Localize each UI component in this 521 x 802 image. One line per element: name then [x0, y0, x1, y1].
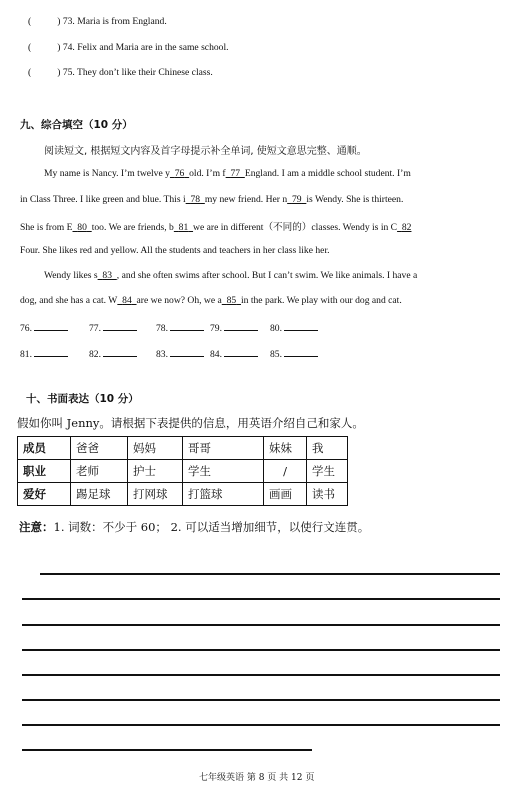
writing-line[interactable] — [22, 724, 500, 726]
table-cell: 读书 — [307, 483, 348, 506]
passage-line: Wendy likes s 83 , and she often swims after school. But I can’t swim. We like animals. I have a — [44, 270, 418, 281]
answer-blank-82[interactable]: 82. — [89, 346, 137, 360]
table-row — [18, 483, 348, 506]
table-cell: 学生 — [183, 460, 264, 483]
answer-blank-80[interactable]: 80. — [270, 320, 318, 334]
answer-blank-78[interactable]: 78. — [156, 320, 204, 334]
table-cell: 妹妹 — [264, 437, 307, 460]
table-cell: 画画 — [264, 483, 307, 506]
info-table — [17, 436, 348, 506]
answer-blank-79[interactable]: 79. — [210, 320, 258, 334]
answer-blank-85[interactable]: 85. — [270, 346, 318, 360]
writing-line[interactable] — [22, 598, 500, 600]
table-cell: 护士 — [128, 460, 183, 483]
answer-blank-81[interactable]: 81. — [20, 346, 68, 360]
table-cell: 职业 — [18, 460, 71, 483]
section9-title: 九、综合填空（10 分） — [20, 119, 133, 131]
table-cell: / — [264, 460, 307, 483]
answer-blank-77[interactable]: 77. — [89, 320, 137, 334]
table-cell: 爱好 — [18, 483, 71, 506]
table-row — [18, 437, 348, 460]
answer-blank-83[interactable]: 83. — [156, 346, 204, 360]
page-footer: 七年级英语 第 8 页 共 12 页 — [199, 773, 315, 783]
table-row — [18, 460, 348, 483]
judge-item: ( ) 75. They don’t like their Chinese class. — [28, 67, 213, 78]
passage-line: Four. She likes red and yellow. All the students and teachers in her class like her. — [20, 245, 330, 256]
passage-line: in Class Three. I like green and blue. This i 78 my new friend. Her n 79 is Wendy. She is thirteen. — [20, 194, 404, 205]
answer-blank-84[interactable]: 84. — [210, 346, 258, 360]
writing-line[interactable] — [40, 573, 500, 575]
table-cell: 哥哥 — [183, 437, 264, 460]
section10-title: 十、书面表达（10 分） — [26, 393, 139, 405]
table-cell: 学生 — [307, 460, 348, 483]
note: 注意：1. 词数：不少于 60； 2. 可以适当增加细节，以使行文连贯。 — [19, 520, 370, 534]
passage-line: dog, and she has a cat. W 84 are we now? Oh, we a 85 in the park. We play with our dog and cat. — [20, 295, 402, 306]
answer-blank-76[interactable]: 76. — [20, 320, 68, 334]
passage-line: My name is Nancy. I’m twelve y 76 old. I’m f 77 England. I am a middle school student. I’m — [44, 168, 411, 179]
table-cell: 妈妈 — [128, 437, 183, 460]
passage-line: She is from E 80 too. We are friends, b 81 we are in different（不同的）classes. Wendy is in C 82 — [20, 222, 412, 233]
writing-line[interactable] — [22, 749, 312, 751]
judge-item: ( ) 74. Felix and Maria are in the same school. — [28, 42, 229, 53]
writing-line[interactable] — [22, 624, 500, 626]
table-cell: 打篮球 — [183, 483, 264, 506]
writing-line[interactable] — [22, 674, 500, 676]
writing-line[interactable] — [22, 649, 500, 651]
section9-instruction: 阅读短文, 根据短文内容及首字母提示补全单词, 使短文意思完整、通顺。 — [44, 146, 367, 157]
table-cell: 爸爸 — [71, 437, 128, 460]
table-cell: 打网球 — [128, 483, 183, 506]
writing-line[interactable] — [22, 699, 500, 701]
table-cell: 老师 — [71, 460, 128, 483]
table-cell: 我 — [307, 437, 348, 460]
table-cell: 成员 — [18, 437, 71, 460]
judge-item: ( ) 73. Maria is from England. — [28, 16, 167, 27]
section10-prompt: 假如你叫 Jenny。请根据下表提供的信息，用英语介绍自己和家人。 — [17, 416, 364, 430]
table-cell: 踢足球 — [71, 483, 128, 506]
